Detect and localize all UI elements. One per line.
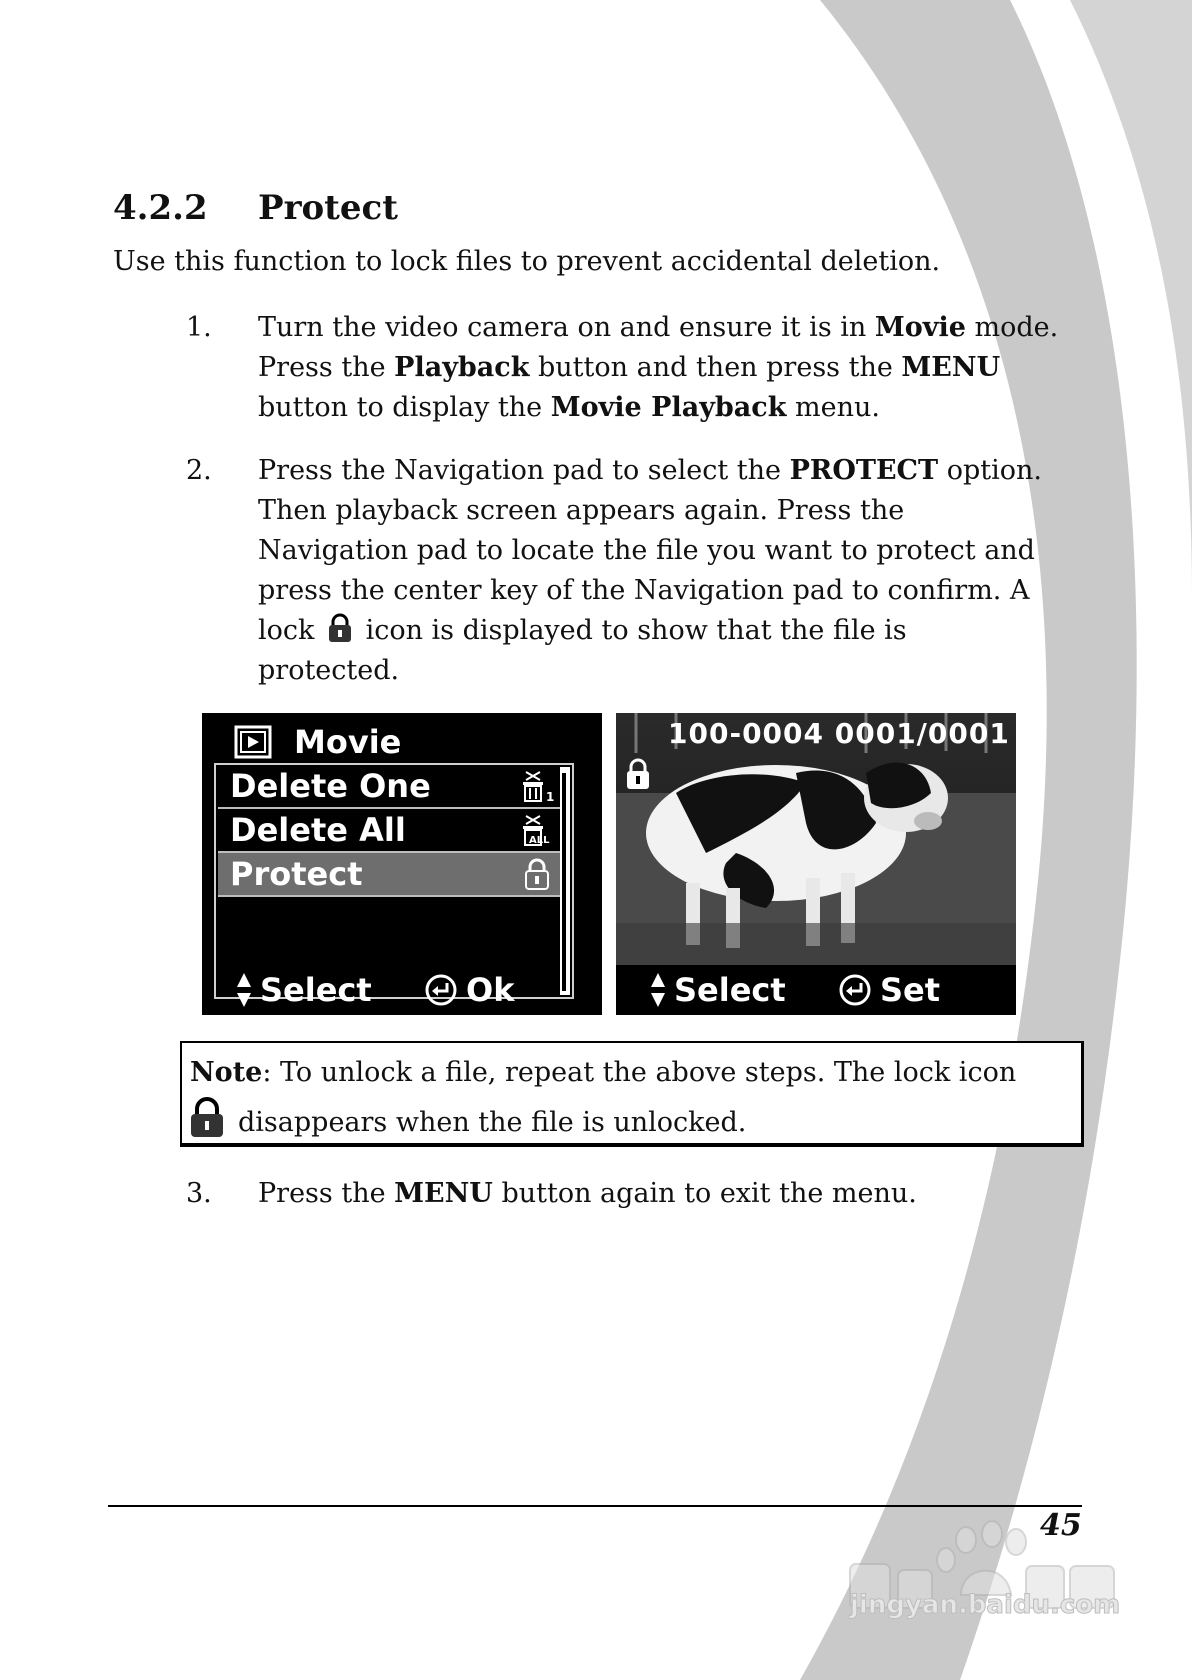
step-line: Then playback screen appears again. Press the xyxy=(258,495,905,526)
step-number: 1. xyxy=(186,312,212,343)
lock-icon xyxy=(520,856,554,892)
note-line: disappears when the file is unlocked. xyxy=(238,1107,747,1138)
menu-header xyxy=(234,721,401,763)
up-down-arrow-icon xyxy=(236,971,252,1009)
svg-text:1: 1 xyxy=(546,790,554,804)
footer-ok: Ok xyxy=(424,971,514,1009)
step-text xyxy=(258,451,1088,691)
menu-title: Movie xyxy=(294,723,402,761)
trash-all-icon xyxy=(520,812,554,848)
section-title: Protect xyxy=(258,188,398,228)
playback-icon xyxy=(234,725,272,759)
enter-icon xyxy=(838,973,872,1007)
movie-menu-screen xyxy=(202,713,602,1015)
menu-item-empty xyxy=(218,897,566,941)
section-number: 4.2.2 xyxy=(113,188,208,228)
menu-item-protect[interactable]: Protect xyxy=(218,853,566,897)
step-line: Turn the video camera on and ensure it is in Movie mode. xyxy=(258,312,1059,343)
footer-select: Select xyxy=(236,971,372,1009)
cow-photo xyxy=(616,713,1016,965)
lock-icon xyxy=(624,757,652,791)
footer-set: Set xyxy=(838,971,940,1009)
enter-icon xyxy=(424,973,458,1007)
note-line: Note: To unlock a file, repeat the above steps. The lock icon xyxy=(190,1057,1017,1088)
note-box xyxy=(180,1041,1084,1147)
step-number: 2. xyxy=(186,455,212,486)
step-text: Press the MENU button again to exit the menu. xyxy=(258,1178,917,1209)
page-number: 45 xyxy=(1040,1508,1082,1543)
step-line: Press the Playback button and then press the MENU xyxy=(258,352,1001,383)
photo-footer xyxy=(616,965,1016,1015)
step-number: 3. xyxy=(186,1178,212,1209)
menu-footer xyxy=(202,965,602,1015)
footer-rule xyxy=(108,1505,1082,1507)
intro-text: Use this function to lock files to prevent accidental deletion. xyxy=(113,246,941,277)
svg-text:ALL: ALL xyxy=(529,835,550,846)
menu-item-delete-one[interactable]: Delete One 1 xyxy=(218,765,566,809)
step-line: Press the Navigation pad to select the PROTECT option. xyxy=(258,455,1042,486)
baidu-watermark-logo xyxy=(846,1520,1126,1640)
step-line: button to display the Movie Playback menu. xyxy=(258,392,880,423)
footer-select: Select xyxy=(650,971,786,1009)
trash-one-icon xyxy=(520,768,554,804)
step-line: lock icon is displayed to show that the file is xyxy=(258,615,907,646)
watermark-url: jingyan.baidu.com xyxy=(850,1590,1121,1620)
lock-icon xyxy=(327,613,353,643)
menu-item-delete-all[interactable]: Delete All ALL xyxy=(218,809,566,853)
step-line: protected. xyxy=(258,655,400,686)
up-down-arrow-icon xyxy=(650,971,666,1009)
menu-list xyxy=(214,763,574,999)
playback-photo-screen xyxy=(616,713,1016,1015)
scrollbar[interactable] xyxy=(560,767,570,995)
step-line: press the center key of the Navigation pad to confirm. A xyxy=(258,575,1030,606)
file-info: 100-0004 0001/0001 xyxy=(668,717,1010,750)
step-line: Navigation pad to locate the file you want to protect and xyxy=(258,535,1035,566)
lock-icon xyxy=(188,1097,226,1139)
step-text xyxy=(258,308,1088,428)
